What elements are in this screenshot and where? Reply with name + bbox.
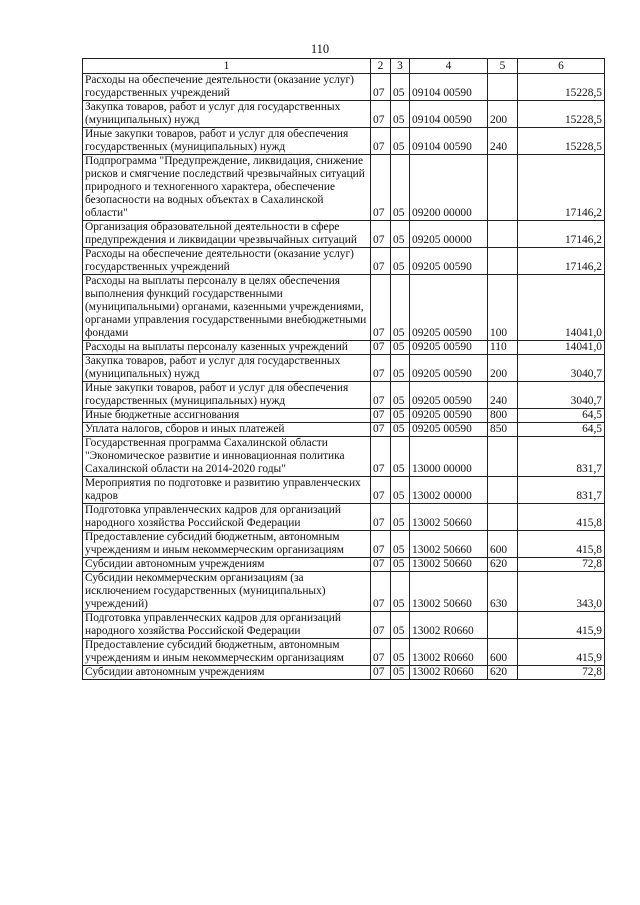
section-code-cell: 07 [371,128,391,155]
subsection-code-cell: 05 [391,341,410,355]
target-article-cell: 13002 50660 [410,558,488,572]
target-article-cell: 09205 00590 [410,275,488,341]
budget-table [82,58,605,680]
expense-type-cell: 240 [488,128,518,155]
subsection-code-cell: 05 [391,221,410,248]
expense-type-cell: 630 [488,572,518,612]
subsection-code-cell: 05 [391,531,410,558]
section-code-cell: 07 [371,612,391,639]
table-row [83,248,605,275]
amount-cell: 64,5 [518,423,605,437]
section-code-cell: 07 [371,275,391,341]
amount-cell: 15228,5 [518,128,605,155]
target-article-cell: 13002 R0660 [410,666,488,680]
target-article-cell: 13002 50660 [410,531,488,558]
subsection-code-cell: 05 [391,558,410,572]
subsection-code-cell: 05 [391,423,410,437]
expense-type-cell [488,221,518,248]
row-name-cell: Уплата налогов, сборов и иных платежей [83,423,371,437]
amount-cell: 14041,0 [518,341,605,355]
row-name-cell: Расходы на выплаты персоналу в целях обеспечения выполнения функций государственными (муниципальными) органами, казенными учреждениями, органами управления государственными внебюджетными фондами [83,275,371,341]
target-article-cell: 13002 R0660 [410,639,488,666]
table-row [83,612,605,639]
table-row [83,221,605,248]
target-article-cell: 09205 00590 [410,341,488,355]
table-row [83,437,605,477]
expense-type-cell: 200 [488,355,518,382]
amount-cell: 15228,5 [518,74,605,101]
amount-cell: 17146,2 [518,221,605,248]
expense-type-cell [488,74,518,101]
table-row [83,639,605,666]
expense-type-cell: 620 [488,558,518,572]
row-name-cell: Расходы на обеспечение деятельности (оказание услуг) государственных учреждений [83,74,371,101]
subsection-code-cell: 05 [391,382,410,409]
section-code-cell: 07 [371,382,391,409]
table-row [83,423,605,437]
target-article-cell: 09205 00590 [410,409,488,423]
row-name-cell: Иные бюджетные ассигнования [83,409,371,423]
subsection-code-cell: 05 [391,275,410,341]
section-code-cell: 07 [371,409,391,423]
section-code-cell: 07 [371,639,391,666]
target-article-cell: 09205 00590 [410,355,488,382]
row-name-cell: Государственная программа Сахалинской области "Экономическое развитие и инновационная политика Сахалинской области на 2014-2020 годы" [83,437,371,477]
amount-cell: 3040,7 [518,382,605,409]
row-name-cell: Предоставление субсидий бюджетным, автономным учреждениям и иным некоммерческим организациям [83,639,371,666]
section-code-cell: 07 [371,572,391,612]
table-row [83,531,605,558]
expense-type-cell: 200 [488,101,518,128]
subsection-code-cell: 05 [391,248,410,275]
column-header-2: 2 [371,59,391,74]
subsection-code-cell: 05 [391,155,410,221]
subsection-code-cell: 05 [391,477,410,504]
column-header-5: 5 [488,59,518,74]
section-code-cell: 07 [371,74,391,101]
expense-type-cell [488,155,518,221]
row-name-cell: Подпрограмма "Предупреждение, ликвидация, снижение рисков и смягчение последствий чрезвычайных ситуаций природного и техногенного характера, обеспечение безопасности на водных объектах в Сахалинской области" [83,155,371,221]
table-row [83,128,605,155]
table-row [83,355,605,382]
section-code-cell: 07 [371,423,391,437]
row-name-cell: Мероприятия по подготовке и развитию управленческих кадров [83,477,371,504]
subsection-code-cell: 05 [391,639,410,666]
row-name-cell: Организация образовательной деятельности в сфере предупреждения и ликвидации чрезвычайных ситуаций [83,221,371,248]
expense-type-cell [488,437,518,477]
target-article-cell: 09104 00590 [410,128,488,155]
amount-cell: 831,7 [518,477,605,504]
column-header-4: 4 [410,59,488,74]
expense-type-cell [488,477,518,504]
section-code-cell: 07 [371,558,391,572]
expense-type-cell: 620 [488,666,518,680]
subsection-code-cell: 05 [391,572,410,612]
target-article-cell: 09104 00590 [410,74,488,101]
subsection-code-cell: 05 [391,437,410,477]
table-row [83,275,605,341]
subsection-code-cell: 05 [391,504,410,531]
row-name-cell: Иные закупки товаров, работ и услуг для обеспечения государственных (муниципальных) нужд [83,382,371,409]
section-code-cell: 07 [371,101,391,128]
table-row [83,101,605,128]
section-code-cell: 07 [371,341,391,355]
amount-cell: 17146,2 [518,155,605,221]
section-code-cell: 07 [371,155,391,221]
section-code-cell: 07 [371,355,391,382]
amount-cell: 72,8 [518,666,605,680]
amount-cell: 415,9 [518,639,605,666]
expense-type-cell: 850 [488,423,518,437]
section-code-cell: 07 [371,666,391,680]
table-row [83,382,605,409]
subsection-code-cell: 05 [391,101,410,128]
table-body [83,74,605,680]
subsection-code-cell: 05 [391,409,410,423]
row-name-cell: Подготовка управленческих кадров для организаций народного хозяйства Российской Федерации [83,612,371,639]
table-row [83,558,605,572]
page-number: 110 [310,42,330,56]
amount-cell: 3040,7 [518,355,605,382]
subsection-code-cell: 05 [391,74,410,101]
target-article-cell: 13002 50660 [410,572,488,612]
amount-cell: 15228,5 [518,101,605,128]
expense-type-cell: 600 [488,639,518,666]
amount-cell: 72,8 [518,558,605,572]
target-article-cell: 13002 R0660 [410,612,488,639]
row-name-cell: Расходы на выплаты персоналу казенных учреждений [83,341,371,355]
target-article-cell: 13002 00000 [410,477,488,504]
section-code-cell: 07 [371,437,391,477]
row-name-cell: Подготовка управленческих кадров для организаций народного хозяйства Российской Федерации [83,504,371,531]
row-name-cell: Субсидии автономным учреждениям [83,558,371,572]
row-name-cell: Закупка товаров, работ и услуг для государственных (муниципальных) нужд [83,355,371,382]
row-name-cell: Расходы на обеспечение деятельности (оказание услуг) государственных учреждений [83,248,371,275]
column-header-6: 6 [518,59,605,74]
row-name-cell: Предоставление субсидий бюджетным, автономным учреждениям и иным некоммерческим организациям [83,531,371,558]
target-article-cell: 13002 50660 [410,504,488,531]
amount-cell: 415,8 [518,504,605,531]
table-row [83,477,605,504]
subsection-code-cell: 05 [391,666,410,680]
expense-type-cell: 600 [488,531,518,558]
section-code-cell: 07 [371,248,391,275]
table-row [83,155,605,221]
amount-cell: 64,5 [518,409,605,423]
subsection-code-cell: 05 [391,128,410,155]
table-row [83,74,605,101]
row-name-cell: Субсидии автономным учреждениям [83,666,371,680]
table-row [83,341,605,355]
section-code-cell: 07 [371,531,391,558]
column-header-1: 1 [83,59,371,74]
target-article-cell: 13000 00000 [410,437,488,477]
row-name-cell: Иные закупки товаров, работ и услуг для обеспечения государственных (муниципальных) нужд [83,128,371,155]
amount-cell: 14041,0 [518,275,605,341]
header-row [83,59,605,74]
section-code-cell: 07 [371,477,391,504]
expense-type-cell [488,248,518,275]
subsection-code-cell: 05 [391,355,410,382]
target-article-cell: 09205 00590 [410,248,488,275]
amount-cell: 17146,2 [518,248,605,275]
table-row [83,409,605,423]
expense-type-cell: 240 [488,382,518,409]
table-row [83,572,605,612]
expense-type-cell: 110 [488,341,518,355]
amount-cell: 343,0 [518,572,605,612]
target-article-cell: 09205 00590 [410,423,488,437]
row-name-cell: Закупка товаров, работ и услуг для государственных (муниципальных) нужд [83,101,371,128]
table-row [83,666,605,680]
table-row [83,504,605,531]
amount-cell: 831,7 [518,437,605,477]
target-article-cell: 09200 00000 [410,155,488,221]
row-name-cell: Субсидии некоммерческим организациям (за исключением государственных (муниципальных) учреждений) [83,572,371,612]
expense-type-cell: 800 [488,409,518,423]
target-article-cell: 09104 00590 [410,101,488,128]
subsection-code-cell: 05 [391,612,410,639]
target-article-cell: 09205 00590 [410,382,488,409]
amount-cell: 415,8 [518,531,605,558]
amount-cell: 415,9 [518,612,605,639]
expense-type-cell [488,504,518,531]
expense-type-cell [488,612,518,639]
section-code-cell: 07 [371,221,391,248]
expense-type-cell: 100 [488,275,518,341]
column-header-3: 3 [391,59,410,74]
section-code-cell: 07 [371,504,391,531]
target-article-cell: 09205 00000 [410,221,488,248]
